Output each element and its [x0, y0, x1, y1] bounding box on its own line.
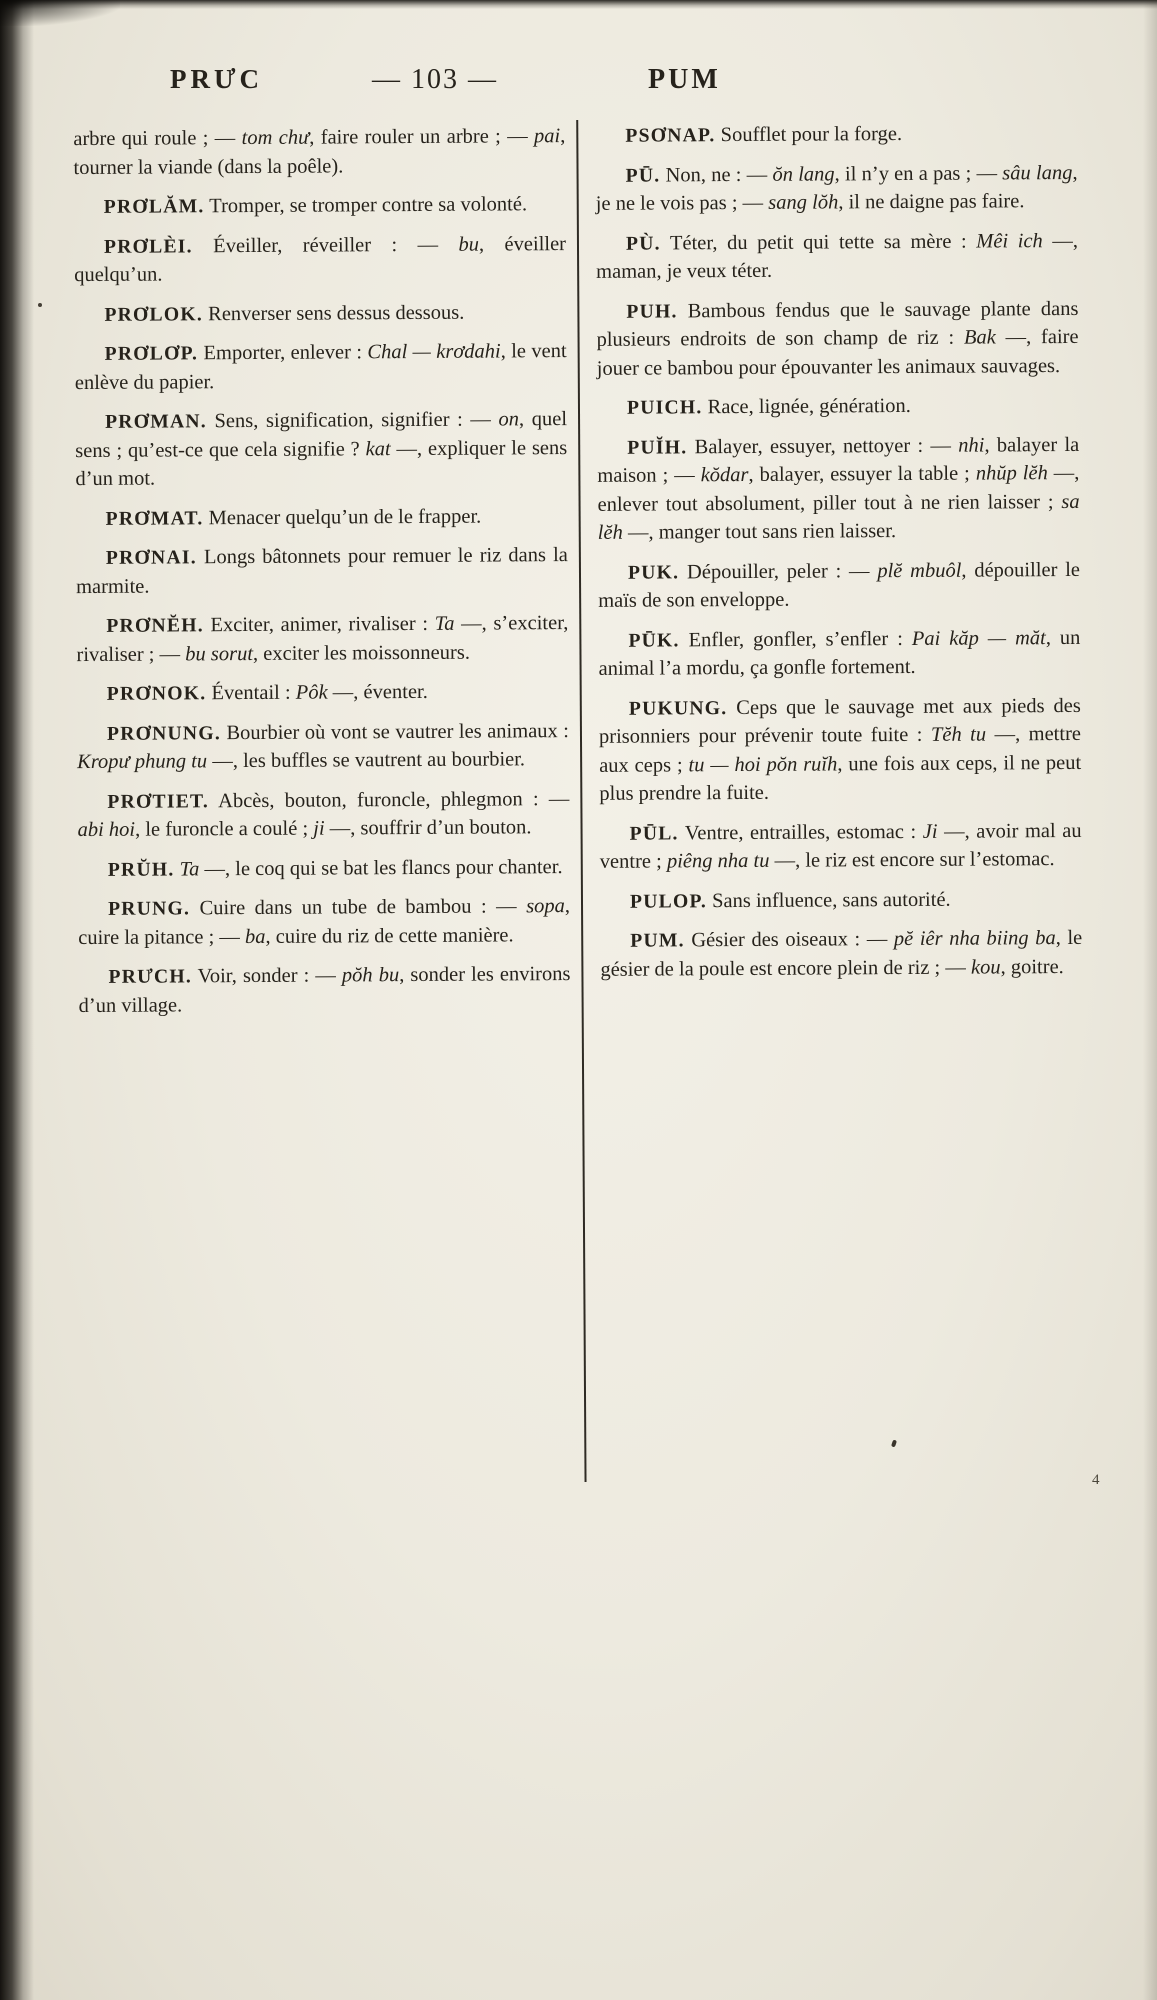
headword: PRŬH.: [107, 857, 175, 881]
example-phrase: pĕ iêr nha biing ba: [893, 927, 1056, 951]
definition-text: , cuire du riz de cette manière.: [265, 923, 514, 948]
dictionary-entry: [76, 541, 568, 601]
definition-text: —, les buffles se vautrent au bourbier.: [207, 748, 526, 773]
headword: PSƠNAP.: [625, 124, 716, 147]
definition-text: Menacer quelqu’un de le frapper.: [203, 505, 482, 529]
example-phrase: Pai kăp — măt: [911, 626, 1046, 650]
example-phrase: ji: [313, 817, 325, 840]
definition-text: Non, ne : —: [660, 163, 773, 186]
example-phrase: Chal — krơdahi: [367, 340, 501, 364]
headword: PUM.: [630, 929, 685, 952]
headword: PRƠMAN.: [104, 410, 207, 433]
dictionary-entry: [76, 609, 568, 669]
definition-text: Voir, sonder : —: [191, 964, 342, 988]
definition-text: —, manger tout sans rien laisser.: [622, 520, 897, 544]
definition-text: Bambous fendus que le sauvage plante dans plusieurs endroits de son champ de riz :: [596, 297, 1079, 351]
scan-edge-shadow-right: [1143, 0, 1157, 2000]
example-phrase: Ta: [179, 857, 200, 880]
margin-mark: 4: [1092, 1472, 1100, 1488]
example-phrase: kat: [365, 437, 391, 460]
definition-text: , dépouiller le maïs de son enveloppe.: [598, 558, 1081, 612]
definition-text: , je ne le vois pas ; —: [595, 161, 1078, 215]
example-phrase: tu — hoi pŏn ruĭh: [688, 752, 838, 776]
example-phrase: Ta: [434, 612, 455, 635]
column-divider-rule: [576, 120, 586, 1482]
headword: PUK.: [627, 560, 680, 584]
headword: PŪ.: [625, 163, 661, 187]
headword: PULOP.: [629, 889, 708, 913]
headword: PUKUNG.: [628, 696, 728, 720]
definition-text: Renverser sens dessus dessous.: [202, 301, 465, 325]
definition-text: Tromper, se tromper contre sa volonté.: [204, 193, 528, 218]
definition-text: Emporter, enlever :: [198, 341, 368, 365]
example-phrase: piêng nha tu: [666, 849, 770, 873]
example-phrase: bu sorut: [185, 642, 254, 665]
definition-text: , éveiller quelqu’un.: [74, 232, 567, 287]
example-phrase: Kropư phung tu: [77, 750, 208, 774]
definition-text: , sonder les environs d’un village.: [78, 963, 571, 1017]
example-phrase: Tĕh tu: [930, 723, 987, 746]
dictionary-entry: [78, 853, 570, 885]
headword: PRƠLĂM.: [103, 195, 205, 218]
dictionary-entry: [600, 884, 1082, 915]
dictionary-entry: [597, 430, 1080, 547]
example-phrase: ba: [244, 925, 266, 948]
definition-text: , un animal l’a mordu, ça gonfle fortement.: [598, 626, 1081, 680]
definition-text: —, expliquer le sens d’un mot.: [75, 436, 568, 491]
dictionary-entry: [74, 230, 566, 290]
definition-text: Bourbier où vont se vautrer les animaux :: [220, 719, 570, 744]
scan-speck: [891, 1440, 897, 1448]
running-title-right: PUM: [648, 64, 721, 95]
scan-speck: [38, 303, 42, 307]
text-block: [73, 119, 1083, 1031]
example-phrase: Pôk: [295, 681, 328, 704]
dictionary-entry: [78, 960, 570, 1020]
definition-text: Enfler, gonfler, s’enfler :: [679, 627, 912, 651]
dictionary-entry: [600, 924, 1082, 984]
example-phrase: sang lŏh: [768, 191, 839, 214]
definition-text: , exciter les moissonneurs.: [252, 641, 470, 665]
dictionary-entry: [73, 122, 565, 182]
definition-text: —, avoir mal au ventre ;: [599, 819, 1082, 873]
running-title-left: PRƯC: [170, 64, 263, 94]
column-left: [73, 122, 571, 1031]
definition-text: —, souffrir d’un bouton.: [324, 816, 532, 840]
example-phrase: pŏh bu: [341, 964, 400, 987]
example-phrase: bu: [458, 233, 480, 256]
definition-text: arbre qui roule ; —: [73, 127, 242, 151]
definition-text: , cuire la pitance ; —: [78, 895, 571, 949]
example-phrase: sa lĕh: [597, 490, 1080, 544]
example-phrase: ŏn lang: [772, 162, 835, 186]
example-phrase: sopa: [526, 895, 565, 918]
definition-text: —, maman, je veux téter.: [596, 229, 1079, 283]
dictionary-entry: [75, 337, 567, 397]
column-right: [595, 119, 1082, 995]
definition-text: , goitre.: [1000, 955, 1064, 978]
dictionary-entry: [599, 691, 1082, 808]
definition-text: , le gésier de la poule est encore plein de riz ; —: [600, 926, 1083, 981]
definition-text: , il n’y en a pas ; —: [834, 161, 1003, 185]
definition-text: Éventail :: [206, 681, 296, 705]
scan-edge-corner: [0, 0, 120, 26]
definition-text: Cuire dans un tube de bambou : —: [190, 895, 527, 920]
definition-text: —, mettre aux ceps ;: [599, 722, 1082, 777]
example-phrase: kou: [970, 955, 1001, 979]
headword: PRƠMAT.: [105, 506, 204, 530]
definition-text: Ceps que le sauvage met aux pieds des prisonniers pour prévenir toute fuite :: [598, 694, 1081, 748]
definition-text: Sans influence, sans autorité.: [706, 888, 951, 912]
dictionary-entry: [77, 677, 569, 709]
headword: PUICH.: [626, 396, 703, 419]
example-phrase: nhŭp lĕh: [975, 462, 1048, 485]
definition-text: Sens, signification, signifier : —: [206, 408, 499, 433]
definition-text: —, faire jouer ce bambou pour épouvanter les animaux sauvages.: [596, 325, 1079, 380]
example-phrase: plĕ mbuôl: [877, 559, 962, 582]
definition-text: —, le coq qui se bat les flancs pour chanter.: [199, 855, 563, 880]
dictionary-entry: [74, 298, 566, 330]
dictionary-entry: [77, 785, 569, 845]
definition-text: , faire rouler un arbre ; —: [309, 125, 535, 149]
definition-text: Race, lignée, génération.: [702, 394, 911, 419]
dictionary-entry: [77, 717, 569, 777]
headword: PŪL.: [629, 821, 679, 845]
dictionary-entry: [74, 190, 566, 222]
headword: PRƠTIET.: [107, 789, 210, 813]
headword: PRUNG.: [107, 897, 191, 920]
dictionary-entry: [597, 391, 1079, 422]
dictionary-entry: [76, 502, 568, 534]
dictionary-entry: [78, 892, 570, 952]
definition-text: —, le riz est encore sur l’estomac.: [769, 848, 1055, 872]
example-phrase: on: [498, 408, 520, 431]
dictionary-entry: [595, 119, 1077, 150]
scan-edge-shadow-left: [0, 0, 34, 2000]
page-header: [0, 64, 1157, 110]
definition-text: Longs bâtonnets pour remuer le riz dans la marmite.: [75, 544, 568, 598]
definition-text: Éveiller, réveiller : —: [192, 233, 459, 257]
headword: PRƠLOK.: [104, 302, 204, 326]
headword: PRƠNĔH.: [106, 614, 204, 637]
dictionary-entry: [599, 816, 1081, 876]
headword: PUĬH.: [627, 435, 688, 459]
definition-text: , balayer la maison ; —: [597, 433, 1080, 487]
definition-text: Exciter, animer, rivaliser :: [203, 612, 435, 637]
definition-text: , le furoncle a coulé ;: [135, 817, 314, 841]
definition-text: , balayer, essuyer la table ;: [748, 462, 976, 486]
definition-text: Dépouiller, peler : —: [679, 559, 878, 583]
example-phrase: kŏdar: [700, 463, 749, 487]
dictionary-entry: [598, 555, 1080, 615]
definition-text: Abcès, bouton, furoncle, phlegmon : —: [208, 787, 570, 812]
definition-text: Soufflet pour la forge.: [715, 123, 903, 147]
definition-text: , une fois aux ceps, il ne peut plus prendre la fuite.: [599, 751, 1082, 805]
headword: PRƯCH.: [108, 965, 193, 988]
headword: PRƠNAI.: [105, 546, 197, 569]
example-phrase: Ji: [922, 820, 938, 843]
definition-text: —, éventer.: [327, 680, 428, 704]
definition-text: Ventre, entrailles, estomac :: [678, 820, 923, 844]
scan-edge-shadow-top: [0, 0, 1157, 9]
definition-text: —, s’exciter, rivaliser ; —: [76, 612, 569, 666]
example-phrase: tom chư: [241, 126, 310, 150]
headword: PRƠNUNG.: [106, 721, 221, 745]
headword: PRƠLÈI.: [103, 234, 193, 258]
definition-text: Téter, du petit qui tette sa mère :: [660, 230, 977, 254]
example-phrase: Bak: [963, 326, 996, 349]
definition-text: , il ne daigne pas faire.: [838, 190, 1025, 214]
dictionary-entry: [595, 158, 1077, 218]
example-phrase: pai: [533, 125, 561, 148]
example-phrase: Mêi ich: [976, 229, 1043, 253]
headword: PŪK.: [628, 628, 680, 652]
definition-text: —, enlever tout absolument, piller tout à ne rien laisser ;: [597, 461, 1080, 516]
definition-text: Balayer, essuyer, nettoyer : —: [687, 434, 959, 458]
dictionary-entry: [75, 405, 568, 494]
dictionary-entry: [596, 294, 1079, 382]
definition-text: , le vent enlève du papier.: [74, 340, 567, 394]
headword: PUH.: [626, 299, 678, 323]
headword: PRƠNOK.: [106, 682, 207, 705]
definition-text: Gésier des oiseaux : —: [684, 928, 894, 952]
dictionary-entry: [596, 226, 1078, 286]
dictionary-entry: [598, 623, 1080, 683]
example-phrase: nhi: [958, 434, 985, 457]
headword: PRƠLƠP.: [104, 342, 199, 365]
headword: PÙ.: [625, 231, 661, 255]
page-number: — 103 —: [372, 64, 498, 95]
definition-text: , quel sens ; qu’est-ce que cela signifie ?: [75, 408, 568, 462]
definition-text: , tourner la viande (dans la poêle).: [73, 125, 566, 179]
example-phrase: sâu lang: [1002, 161, 1073, 184]
example-phrase: abi hoi: [77, 818, 136, 842]
